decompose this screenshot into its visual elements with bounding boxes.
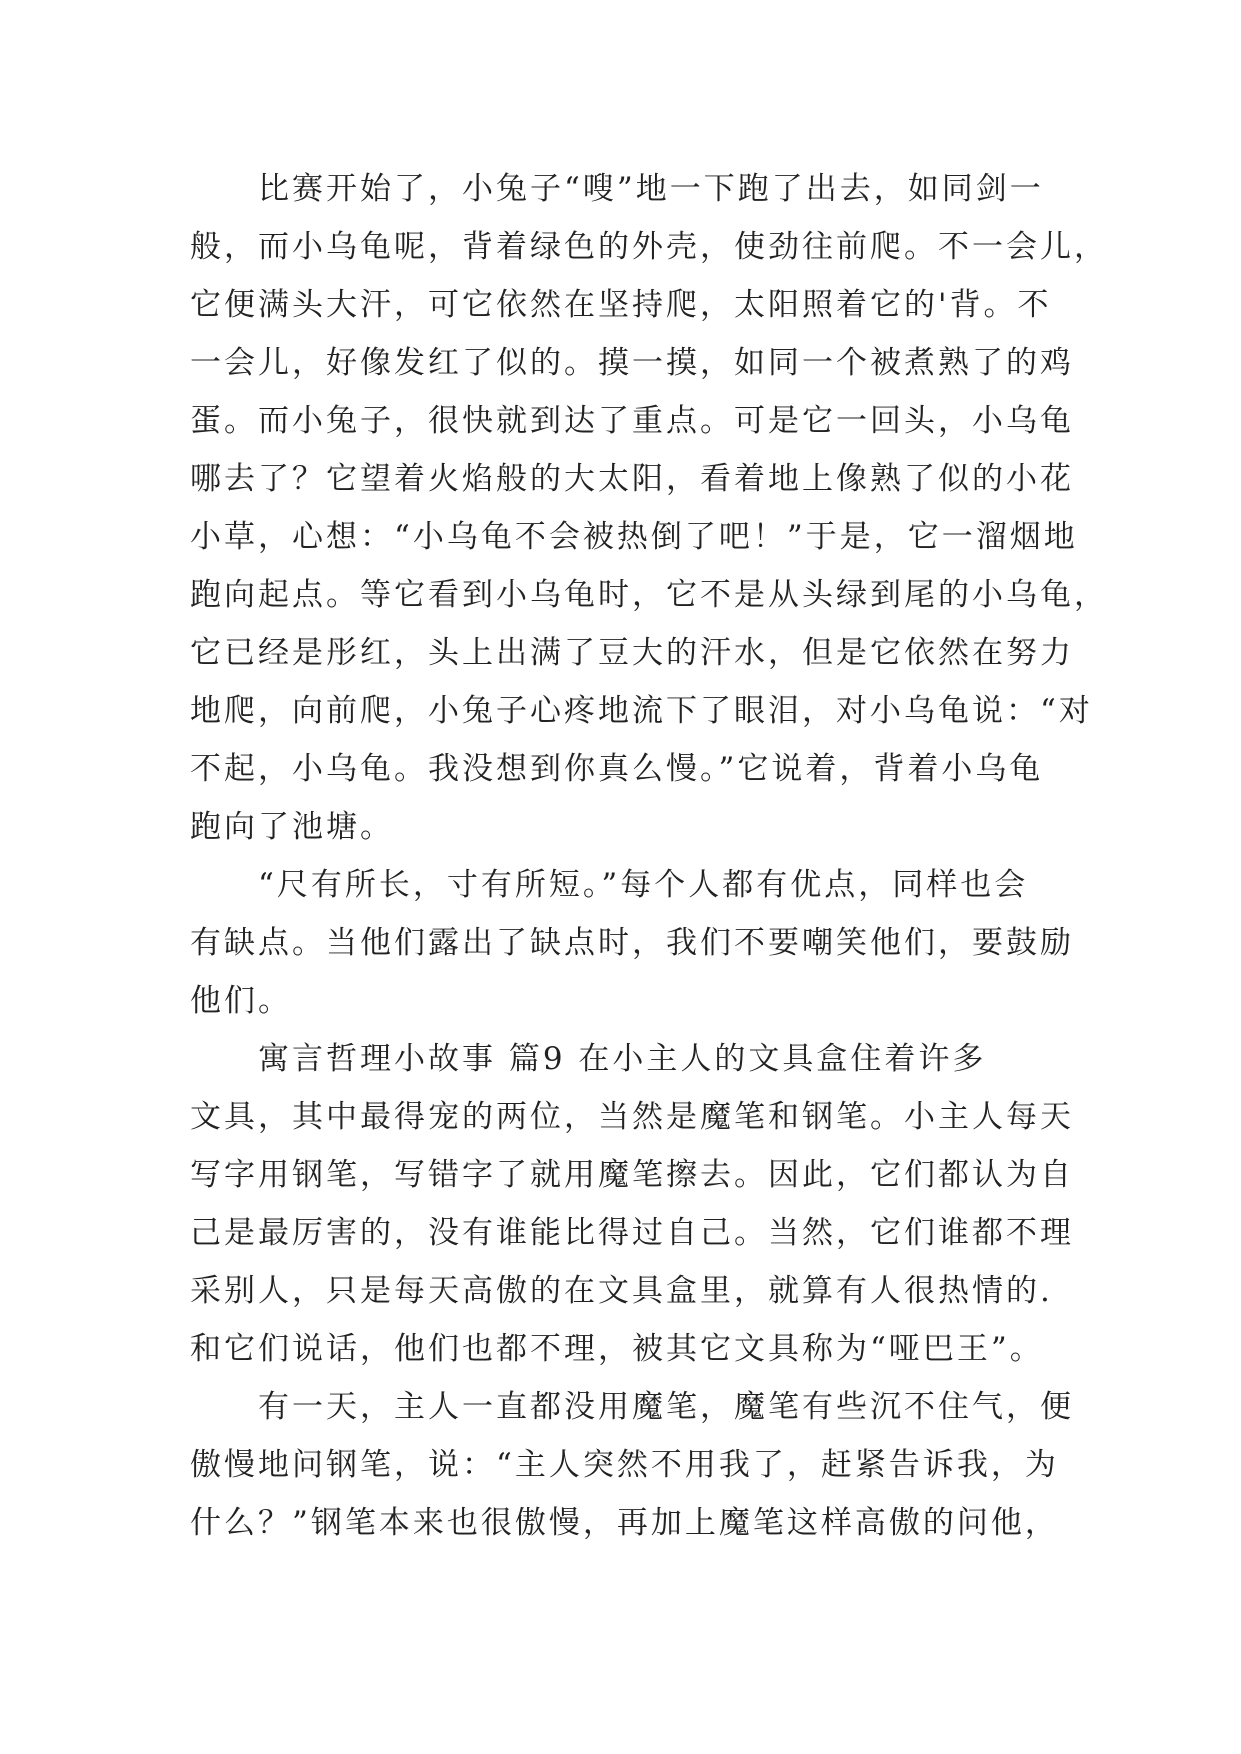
- text-line: 蛋。而小兔子，很快就到达了重点。可是它一回头，小乌龟: [190, 403, 1074, 439]
- body-text: [190, 160, 1108, 1552]
- text-line: “尺有所长，寸有所短。”每个人都有优点，同样也会: [258, 867, 1029, 903]
- text-line: 小草，心想：“小乌龟不会被热倒了吧！”于是，它一溜烟地: [190, 519, 1078, 555]
- text-line: 哪去了？它望着火焰般的大太阳，看着地上像熟了似的小花: [190, 461, 1074, 497]
- text-line: 有缺点。当他们露出了缺点时，我们不要嘲笑他们，要鼓励: [190, 925, 1074, 961]
- text-line: 文具，其中最得宠的两位，当然是魔笔和钢笔。小主人每天: [190, 1099, 1074, 1135]
- text-line: 己是最厉害的，没有谁能比得过自己。当然，它们谁都不理: [190, 1215, 1074, 1251]
- text-line: 什么？”钢笔本来也很傲慢，再加上魔笔这样高傲的问他，: [190, 1505, 1059, 1541]
- text-line: 跑向起点。等它看到小乌龟时，它不是从头绿到尾的小乌龟，: [190, 577, 1108, 613]
- text-line: 地爬，向前爬，小兔子心疼地流下了眼泪，对小乌龟说：“对: [190, 693, 1093, 729]
- text-line: 不起，小乌龟。我没想到你真么慢。”它说着，背着小乌龟: [190, 751, 1044, 787]
- text-line: 般，而小乌龟呢，背着绿色的外壳，使劲往前爬。不一会儿，: [190, 229, 1108, 265]
- text-line: 傲慢地问钢笔，说：“主人突然不用我了，赶紧告诉我，为: [190, 1447, 1059, 1483]
- text-line: 它已经是彤红，头上出满了豆大的汗水，但是它依然在努力: [190, 635, 1074, 671]
- text-line: 比赛开始了，小兔子“嗖”地一下跑了出去，如同剑一: [258, 171, 1044, 207]
- text-line: 一会儿，好像发红了似的。摸一摸，如同一个被煮熟了的鸡: [190, 345, 1074, 381]
- text-line: 它便满头大汗，可它依然在坚持爬，太阳照着它的'背。不: [190, 287, 1052, 323]
- text-line: 采别人，只是每天高傲的在文具盒里，就算有人很热情的.: [190, 1273, 1053, 1309]
- text-line: 有一天，主人一直都没用魔笔，魔笔有些沉不住气，便: [258, 1389, 1074, 1425]
- text-line: 跑向了池塘。: [190, 809, 394, 845]
- text-line: 写字用钢笔，写错字了就用魔笔擦去。因此，它们都认为自: [190, 1157, 1074, 1193]
- text-line: 他们。: [190, 983, 292, 1019]
- text-line: 寓言哲理小故事 篇9 在小主人的文具盒住着许多: [258, 1041, 987, 1077]
- text-line: 和它们说话，他们也都不理，被其它文具称为“哑巴王”。: [190, 1331, 1044, 1367]
